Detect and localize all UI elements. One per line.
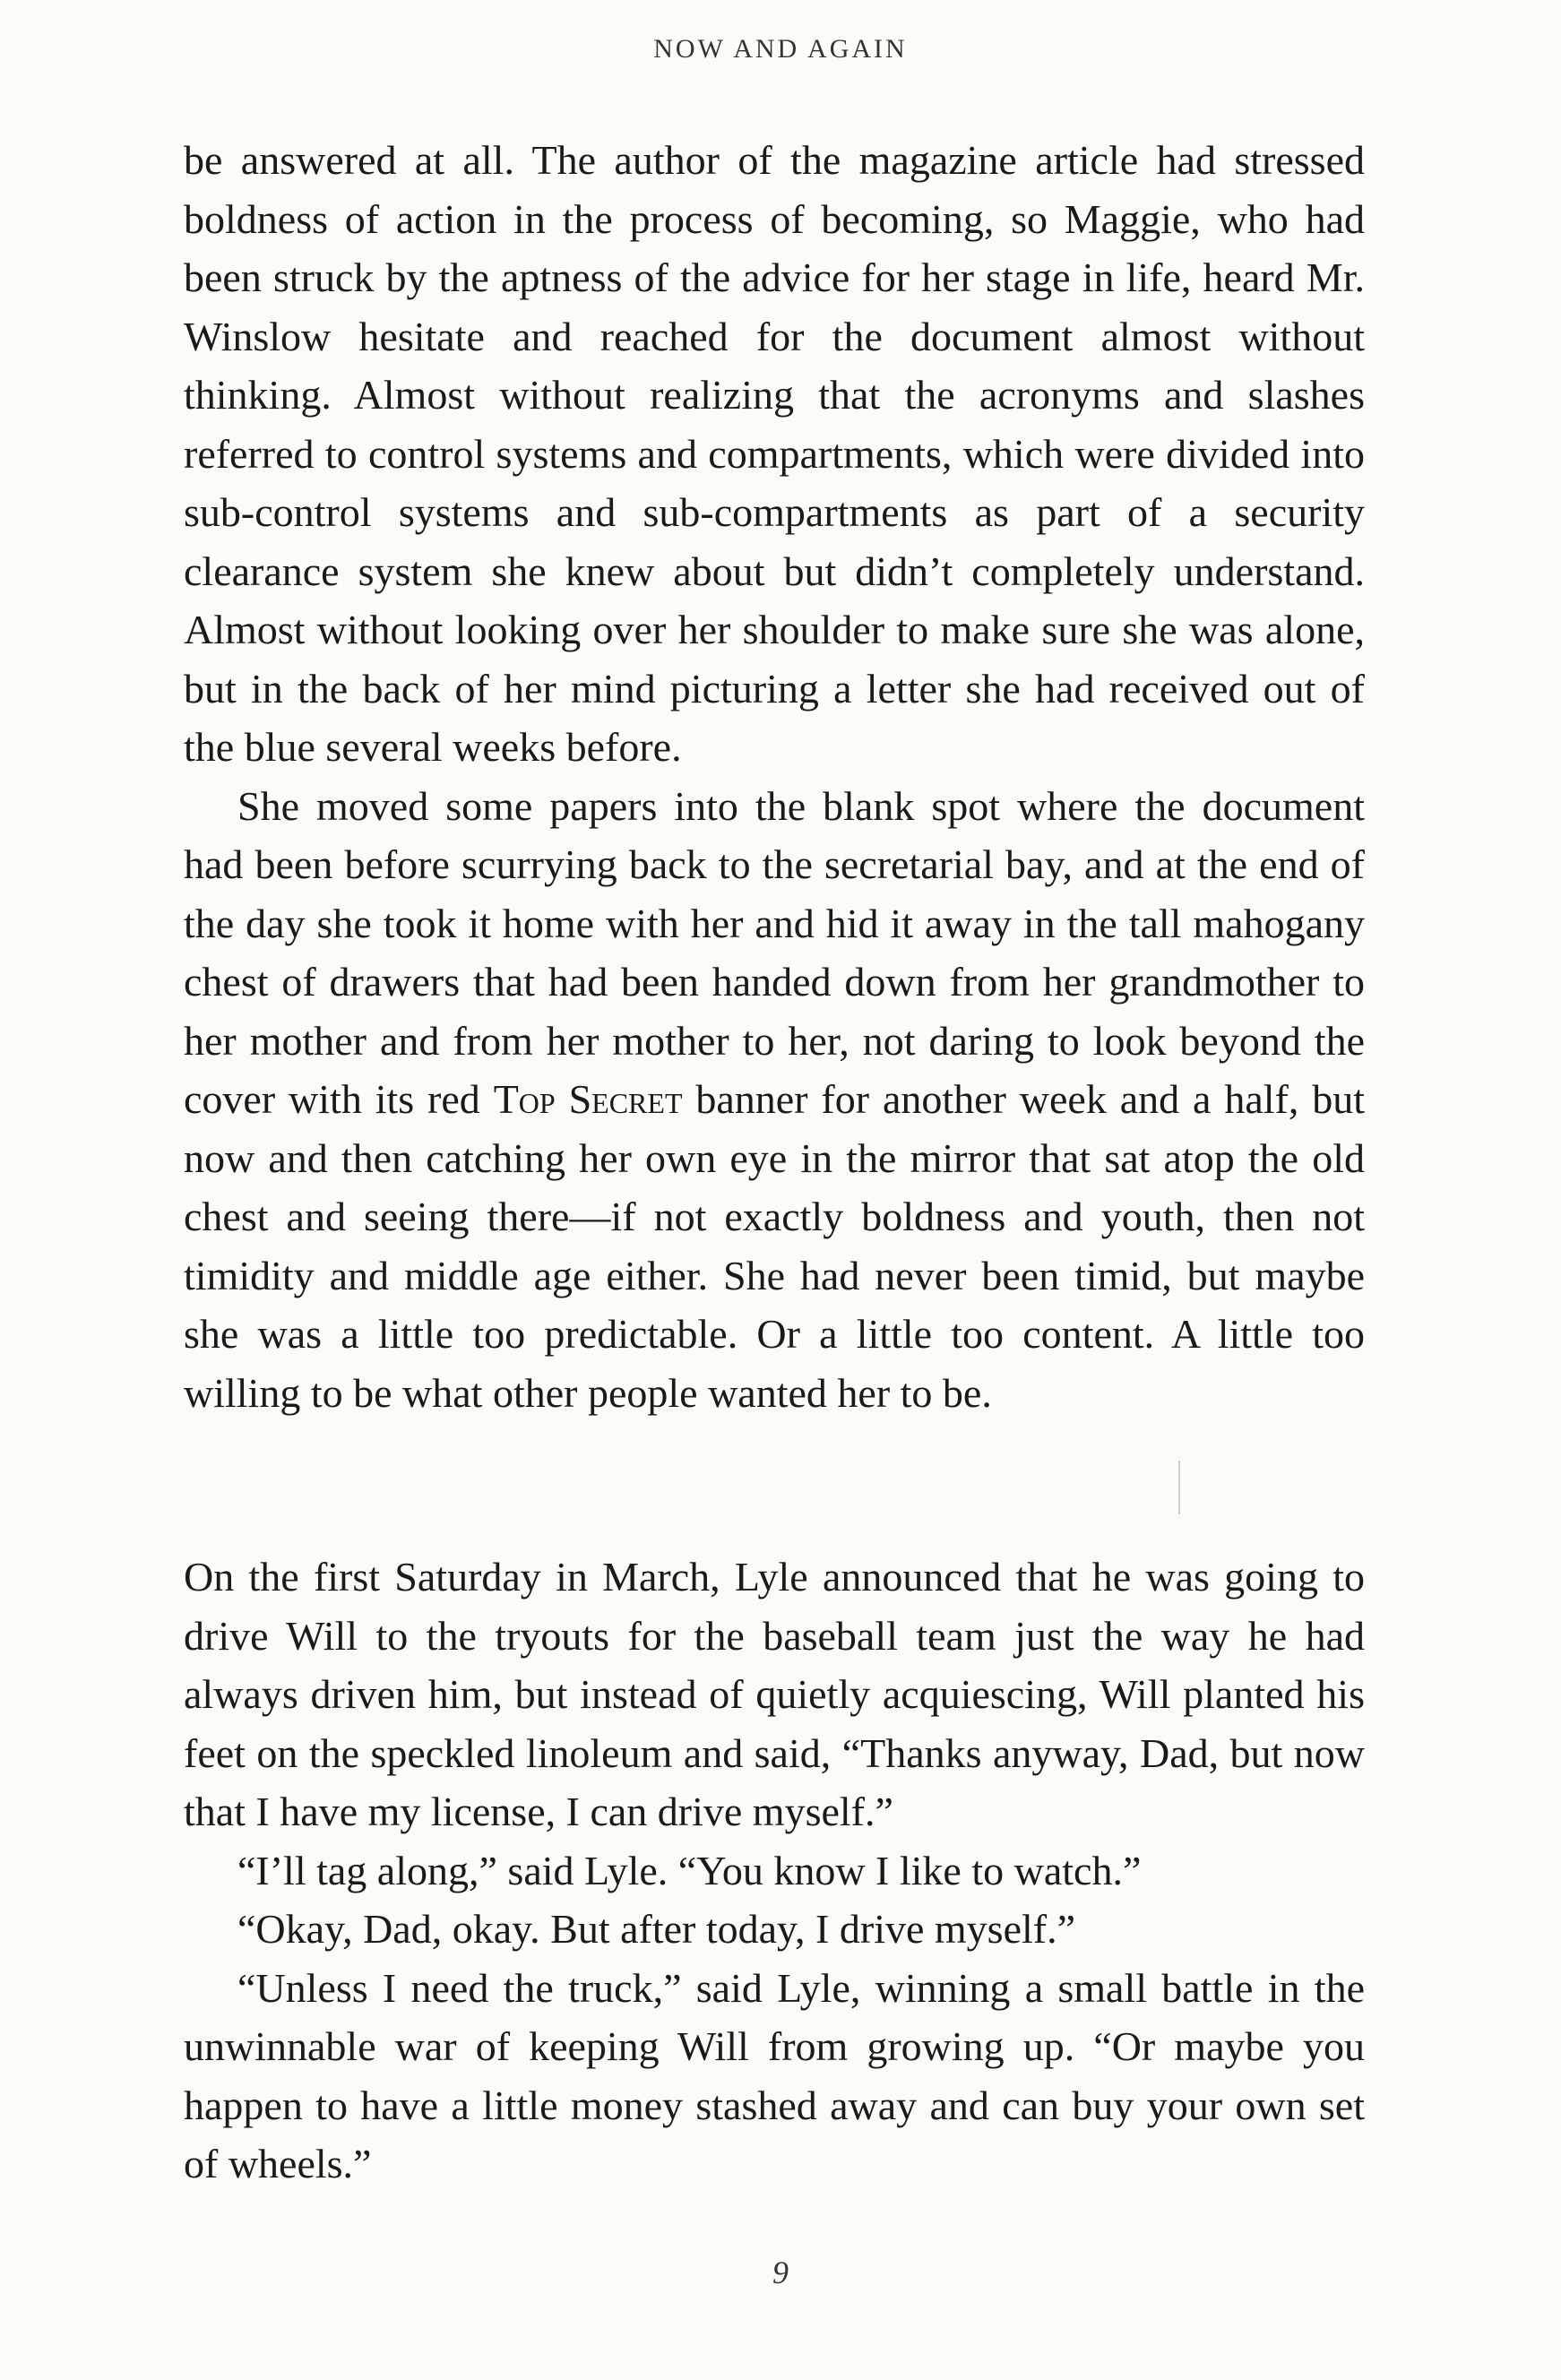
paragraph-5: “Okay, Dad, okay. But after today, I drive myself.”	[237, 1906, 1076, 1952]
running-head: NOW AND AGAIN	[653, 34, 908, 64]
paragraph-3: On the first Saturday in March, Lyle announced that he was going to drive Will to the tryouts for the baseball team just the way he had always driven him, but instead of quietly acquiescing, Will planted his feet on the speckled linoleum and said, “Thanks anyway, Dad, but now that I have my license, I can drive myself.”	[184, 1554, 1365, 1834]
paragraph-4: “I’ll tag along,” said Lyle. “You know I like to watch.”	[237, 1847, 1142, 1893]
text-block-lower	[184, 1548, 1365, 2194]
paragraph-2	[184, 777, 1365, 1423]
scan-mark	[1178, 1461, 1180, 1514]
text-block-upper	[184, 131, 1365, 1422]
page-number: 9	[772, 2255, 789, 2290]
paragraph-6: “Unless I need the truck,” said Lyle, winning a small battle in the unwinnable war of keeping Will from growing up. “Or maybe you happen to have a little money stashed away and can buy your own set of wheels.”	[184, 1964, 1365, 2186]
paragraph-1: be answered at all. The author of the magazine article had stressed boldness of action in the process of becoming, so Maggie, who had been struck by the aptness of the advice for her stage in life, heard Mr. Winslow hesitate and reached for the document almost without thinking. Almost without realizing that the acronyms and slashes referred to control systems and compartments, which were divided into sub-control systems and sub-compartments as part of a security clearance system she knew about but didn’t completely understand. Almost without looking over her shoulder to make sure she was alone, but in the back of her mind picturing a letter she had received out of the blue several weeks before.	[184, 137, 1365, 770]
paragraph-2-text-start: She moved some papers into the blank spot where the document had been before scurrying back to the secretarial bay, and at the end of the day she took it home with her and hid it away in the tall mahogany chest of drawers that had been handed down from her grandmother to her mother and from her mother to her, not daring to look beyond the cover with its red	[184, 782, 1365, 1122]
top-secret-banner-text: Top Secret	[493, 1076, 683, 1122]
paragraph-2-text-end: banner for another week and a half, but now and then catching her own eye in the mirror that sat atop the old chest and seeing there—if not exactly boldness and youth, then not timidity and middle age either. She had never been timid, but maybe she was a little too predictable. Or a little too content. A little too willing to be what other people wanted her to be.	[184, 1076, 1366, 1416]
